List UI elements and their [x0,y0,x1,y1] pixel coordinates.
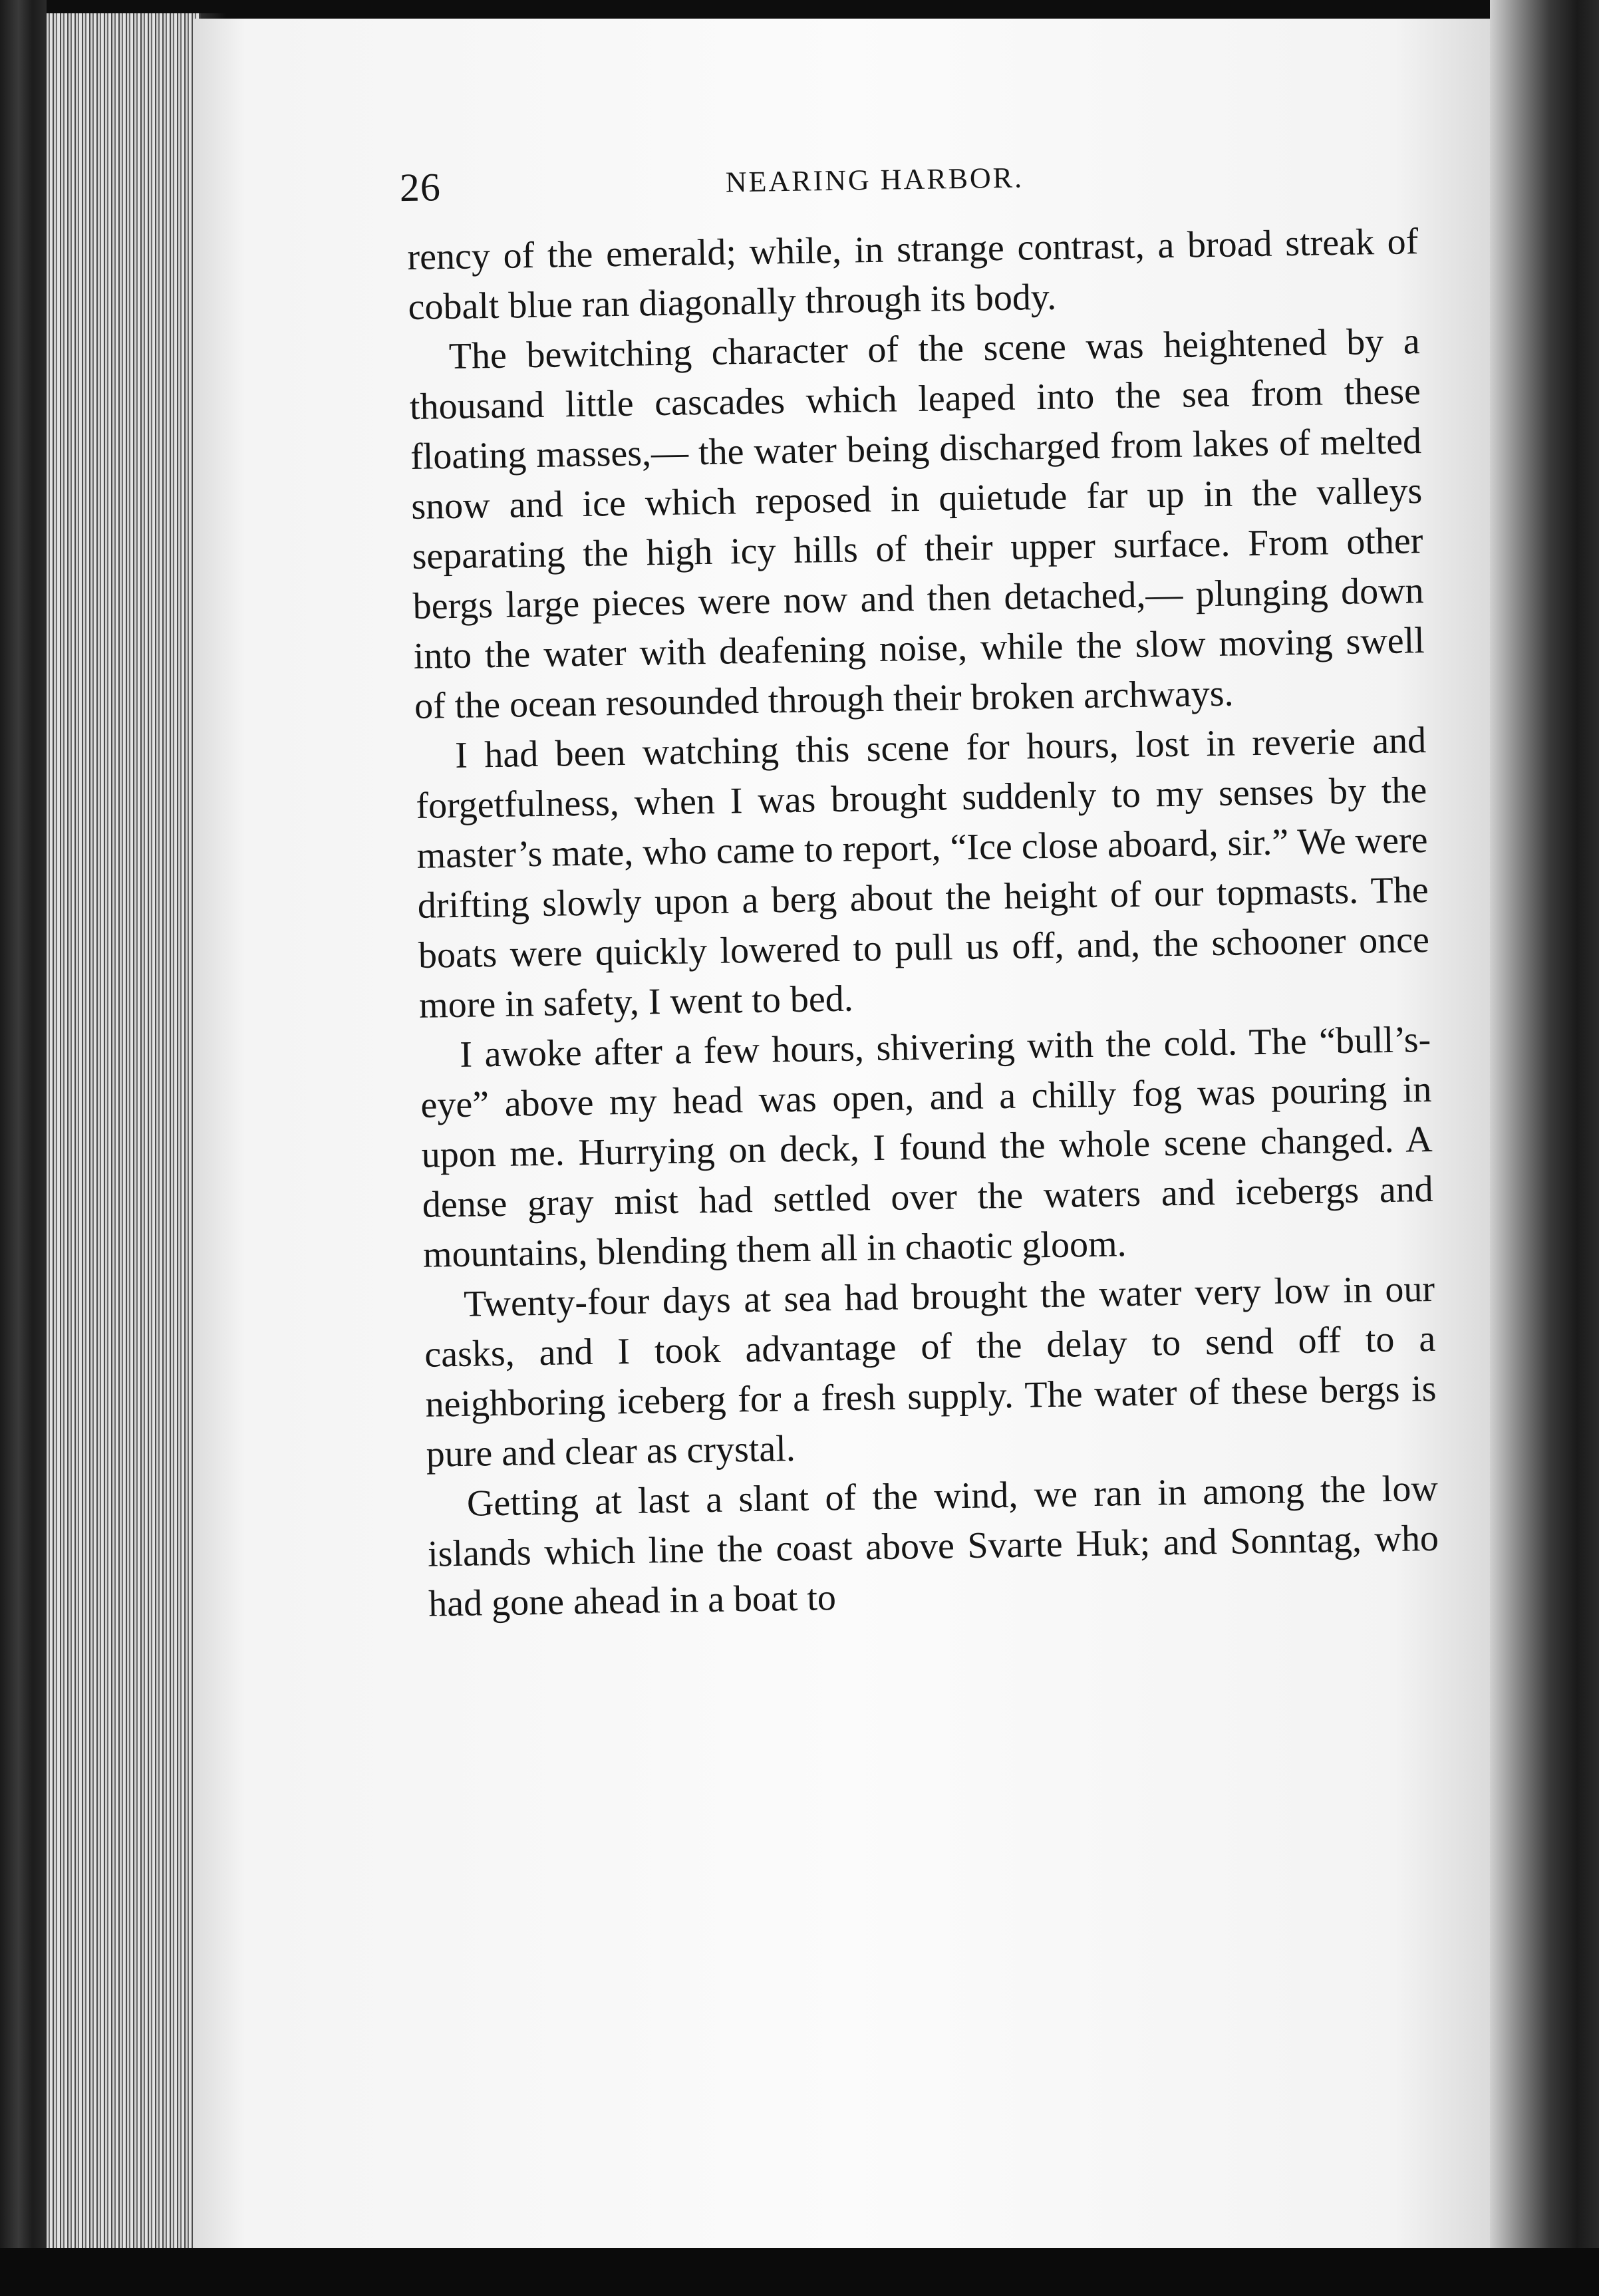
paragraph-6: Getting at last a slant of the wind, we ran in among the low islands which line the coast above Svarte Huk; and Sonntag, who had gone ahead in a boat to [427,1467,1439,1625]
paragraph-2: The bewitching character of the scene was heightened by a thousand little cascades which leaped into the sea from these floating masses,— the water being discharged from lakes of melted snow and ice which reposed in quietude far up in the valleys separating the high icy hills of their upper surface. From other bergs large pieces were now and then detached,— plunging down into the water with deafening noise, while the slow moving swell of the ocean resounded through their broken archways. [409,321,1425,727]
page-number: 26 [399,165,442,210]
paragraph-5: Twenty-four days at sea had brought the water very low in our casks, and I took advantage of the delay to send off to a neighboring iceberg for a fresh supply. The water of these bergs is pure and clear as crystal. [424,1268,1437,1475]
paragraph-4: I awoke after a few hours, shivering with the cold. The “bull’s-eye” above my head was open, and a chilly fog was pouring in upon me. Hurrying on deck, I found the whole scene changed. A dense gray mist had settled over the waters and icebergs and mountains, blending them all in chaotic gloom. [420,1018,1434,1276]
running-title: NEARING HARBOR. [725,161,1024,199]
paragraph-1: rency of the emerald; while, in strange contrast, a broad streak of cobalt blue ran diagonally through its body. [406,221,1419,328]
paragraph-3: I had been watching this scene for hours, lost in reverie and forgetfulness, when I was brought suddenly to my senses by the master’s mate, who came to report, “Ice close aboard, sir.” We were drifting slowly upon a berg about the height of our topmasts. The boats were quickly lowered to pull us off, and, the schooner once more in safety, I went to bed. [415,720,1430,1026]
scan-bottom-border [0,2248,1599,2296]
page-edges-stack [47,13,201,2275]
binding-shadow [1490,0,1599,2296]
page-text-block [399,137,1440,1630]
running-head [399,137,1418,233]
book-cover-edge [0,0,47,2296]
